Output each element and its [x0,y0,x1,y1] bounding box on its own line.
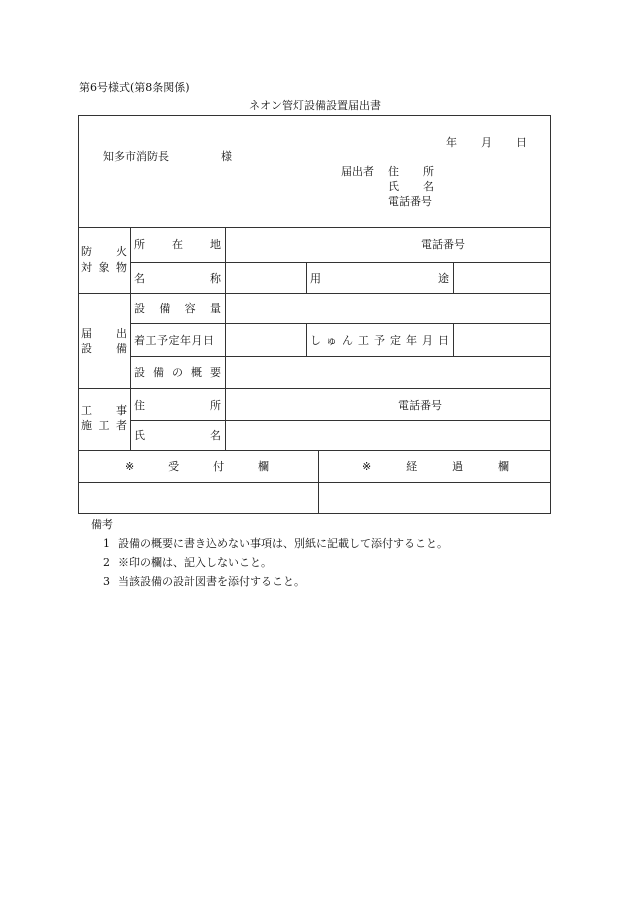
fire-target-group-label: 対 象 物 [81,261,127,274]
notifier-phone-label: 電話番号 [388,195,432,208]
table-divider [78,293,551,294]
contractor-address-label: 住 所 [134,399,221,412]
equipment-group-label: 届 出 [81,327,127,340]
notes-heading: 備考 [91,518,113,531]
table-divider [130,356,551,357]
table-divider [78,482,551,483]
note-item: 1 設備の概要に書き込めない事項は、別紙に記載して添付すること。 [103,537,448,550]
equipment-capacity-label: 設 備 容 量 [134,302,221,315]
document-title: ネオン管灯設備設置届出書 [249,99,381,112]
notifier-name-label: 氏 名 [388,180,434,193]
fire-target-group-label: 防 火 [81,245,127,258]
table-divider [306,323,307,356]
equipment-summary-label: 設 備 の 概 要 [134,366,221,379]
table-divider [78,388,551,389]
location-label: 所 在 地 [134,238,221,251]
completion-date-label: し ゅ ん 工 予 定 年 月 日 [310,334,449,347]
table-divider [78,450,551,451]
table-divider [130,262,551,263]
contractor-phone-label: 電話番号 [398,399,442,412]
table-divider [130,323,551,324]
construction-start-date-label: 着工予定年月日 [134,334,215,347]
fire-target-phone-label: 電話番号 [421,238,465,251]
notifier-address-label: 住 所 [388,165,434,178]
table-divider [318,450,319,514]
form-number-label: 第6号様式(第8条関係) [79,81,190,94]
addressee-honorific: 様 [221,150,232,163]
contractor-group-label: 工 事 [81,404,127,417]
note-item: 3 当該設備の設計図書を添付すること。 [103,575,305,588]
table-divider [78,227,551,228]
table-divider [130,420,551,421]
contractor-group-label: 施 工 者 [81,419,127,432]
note-item: 2 ※印の欄は、記入しないこと。 [103,556,272,569]
target-name-label: 名 称 [134,272,221,285]
table-divider [453,262,454,293]
contractor-name-label: 氏 名 [134,429,221,442]
addressee: 知多市消防長 [103,150,169,163]
table-divider [306,262,307,293]
table-divider [130,227,131,450]
table-divider [225,227,226,450]
date-field-label: 年 月 日 [446,136,527,149]
use-label: 用 途 [310,272,449,285]
progress-column-label: ※ 経 過 欄 [362,460,509,473]
notifier-label: 届出者 [341,165,374,178]
equipment-group-label: 設 備 [81,342,127,355]
receipt-column-label: ※ 受 付 欄 [125,460,269,473]
table-divider [453,323,454,356]
